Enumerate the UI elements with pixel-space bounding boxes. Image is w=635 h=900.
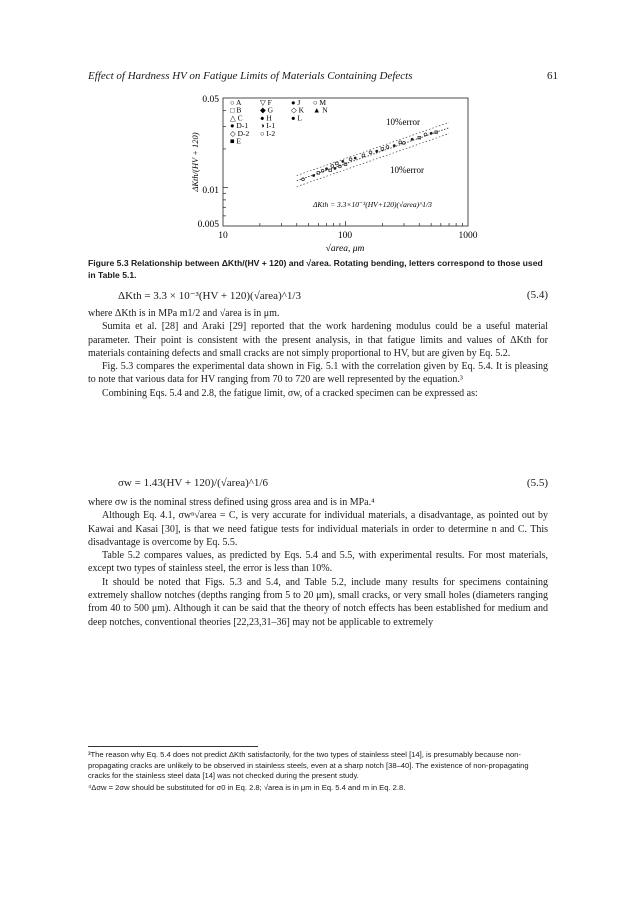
legend-entry: ▽ F (260, 98, 272, 107)
data-point (381, 148, 384, 151)
data-point (362, 154, 365, 157)
x-tick-label-1000: 1000 (458, 231, 478, 241)
y-tick-label-0.01: 0.01 (202, 186, 219, 196)
legend-entry: ● L (291, 113, 302, 123)
data-point (375, 150, 378, 153)
page-number: 61 (547, 70, 558, 82)
legend-entry: ■ E (230, 136, 241, 146)
y-tick-label-0.05: 0.05 (202, 95, 219, 105)
footnote-4: ⁴Δσw = 2σw should be substituted for σ0 in Eq. 2.8; √area is in μm in Eq. 5.4 and m in Eq. 2.8. (88, 782, 406, 792)
data-point (424, 133, 427, 136)
data-point (341, 160, 344, 163)
figure-caption: Figure 5.3 Relationship between ΔKth/(HV + 120) and √area. Rotating bending, letters correspond to those used in Table 5.1. (88, 258, 543, 280)
legend-entry: ● J (291, 98, 301, 107)
data-point (336, 162, 339, 165)
paragraph-4: Combining Eqs. 5.4 and 2.8, the fatigue limit, σw, of a cracked specimen can be expressed as: (102, 387, 478, 399)
annotation-lower-error: 10%error (390, 165, 424, 175)
paragraph-1: where ΔKth is in MPa m1/2 and √area is in μm. (88, 308, 280, 319)
y-tick-label-0.005: 0.005 (197, 220, 219, 230)
paragraph-7: Table 5.2 compares values, as predicted by Eqs. 5.4 and 5.5, with experimental results. For most materials, except two types of stainless steel, the error is less than 10%. (88, 550, 548, 575)
x-tick-label-100: 100 (337, 231, 353, 241)
data-point (399, 141, 402, 144)
data-point (331, 165, 334, 168)
lower-error-line (297, 134, 449, 187)
paragraph-3: Fig. 5.3 compares the experimental data shown in Fig. 5.1 with the correlation given by Eq. 5.4. It is pleasing to note that various data for HV ranging from 70 to 720 are well represented by the equation.³ (88, 361, 548, 386)
data-point (349, 158, 352, 161)
legend-entry: ◇ D-2 (230, 128, 250, 138)
data-point (418, 136, 421, 139)
body-text-1 (88, 307, 548, 400)
equation-5-4-body: ΔKth = 3.3 × 10⁻³(HV + 120)(√area)^1/3 (118, 290, 301, 302)
legend-entry: ● D-1 (230, 121, 249, 131)
legend-entry: ◑ I-1 (260, 121, 276, 131)
legend-entry: ○ A (230, 98, 242, 107)
data-point (393, 144, 396, 147)
paragraph-5: where σw is the nominal stress defined using gross area and is in MPa.⁴ (88, 497, 375, 508)
x-tick-label-10: 10 (218, 231, 228, 241)
data-point (411, 138, 414, 141)
data-point (354, 157, 357, 160)
equation-5-4 (88, 289, 548, 307)
x-axis-label: √area, μm (325, 244, 365, 254)
legend (230, 98, 328, 146)
running-head-title: Effect of Hardness HV on Fatigue Limits of Materials Containing Defects (88, 70, 413, 82)
y-axis-label: ΔKth/(HV + 120) (190, 132, 200, 192)
paragraph-6: Although Eq. 4.1, σwⁿ√area = C, is very accurate for individual materials, a disadvantage, as pointed out by Kawai and Kasai [30], is that we need fatigue tests for individual materials in order to determine n and C. This disadvantage is overcome by Eq. 5.5. (88, 510, 548, 548)
legend-entry: □ B (230, 105, 242, 115)
data-point (369, 151, 372, 154)
figure-5-3-chart (183, 89, 483, 254)
footnote-3: ³The reason why Eq. 5.4 does not predict ΔKth satisfactorily, for the two types of stainless steel [14], is presumably because non-propagating cracks are unlikely to be observed in stainless steels, even at a sharp notch [38–40]. The existence of non-propagating cracks for the stainless steel data [14] was not checked during the present study. (88, 750, 529, 781)
annotation-equation: ΔKth = 3.3×10⁻³(HV+120)(√area)^1/3 (313, 200, 432, 209)
paragraph-2: Sumita et al. [28] and Araki [29] reported that the work hardening modulus could be a useful material parameter. Their point is consistent with the present analysis, in that fatigue limits and values of ΔKth for materials containing defects and small cracks are not simply proportional to HV, but are given by Eq. 5.2. (88, 321, 548, 359)
data-point (430, 132, 433, 135)
legend-entry: △ C (230, 113, 243, 123)
annotation-upper-error: 10%error (386, 117, 420, 127)
legend-entry: ● H (260, 113, 272, 123)
paragraph-8: It should be noted that Figs. 5.3 and 5.4, and Table 5.2, include many results for specimens containing extremely shallow notches (depths ranging from 5 to 20 μm), small cracks, or very small holes (diameters ranging from 40 to 500 μm). Although it can be said that the theory of notch effects has been established for medium and deep notches, conventional theories [22,23,31–36] may not be applicable to extremely (88, 576, 548, 628)
upper-error-line (297, 122, 449, 175)
footnotes (88, 750, 548, 794)
fit-lines (297, 122, 449, 186)
running-head (88, 70, 558, 86)
legend-entry: ○ M (313, 98, 327, 107)
equation-5-5-number: (5.5) (526, 477, 548, 489)
footnote-divider (88, 746, 258, 747)
legend-entry: ◇ K (291, 105, 305, 115)
data-point (334, 167, 337, 170)
equation-5-4-number: (5.4) (526, 289, 548, 301)
legend-entry: ◆ G (260, 105, 274, 115)
data-point (312, 174, 315, 177)
data-point (325, 167, 328, 170)
data-point (386, 146, 389, 149)
legend-entry: ▲ N (313, 105, 328, 115)
legend-entry: ○ I-2 (260, 128, 276, 138)
equation-5-5-body: σw = 1.43(HV + 120)/(√area)^1/6 (118, 477, 268, 489)
equation-5-5 (88, 477, 548, 495)
body-text-2 (88, 496, 548, 629)
